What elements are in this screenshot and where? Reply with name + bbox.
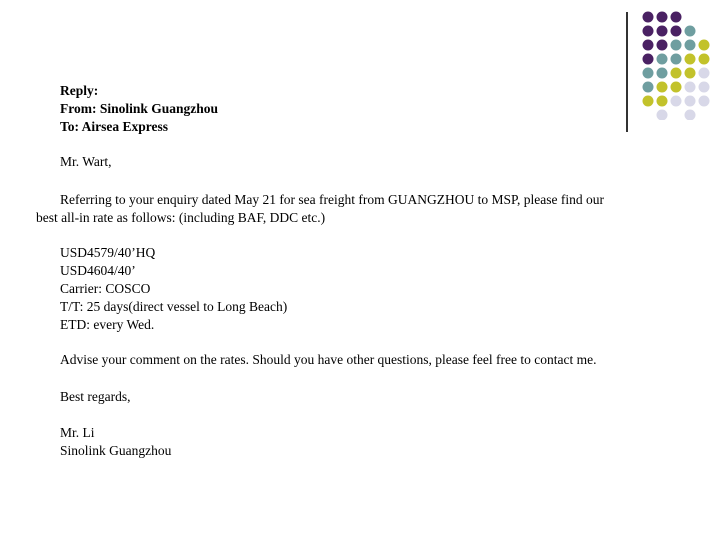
dot [685, 26, 696, 37]
dot [685, 96, 696, 107]
advice-paragraph: Advise your comment on the rates. Should you have other questions, please feel free to contact me. [60, 352, 597, 367]
dot [671, 12, 682, 23]
dot [699, 96, 710, 107]
etd-line: ETD: every Wed. [60, 317, 155, 332]
dot [657, 68, 668, 79]
dot [685, 40, 696, 51]
dot [643, 68, 654, 79]
dot [671, 26, 682, 37]
dot [643, 26, 654, 37]
dot [643, 40, 654, 51]
dot [643, 82, 654, 93]
signature-name: Mr. Li [60, 425, 95, 440]
carrier-line: Carrier: COSCO [60, 281, 151, 296]
dot [685, 54, 696, 65]
dot [643, 96, 654, 107]
dot [671, 68, 682, 79]
dot [643, 54, 654, 65]
from-line: From: Sinolink Guangzhou [60, 101, 219, 116]
dot [699, 54, 710, 65]
decorative-dot-grid [640, 10, 720, 120]
dot [699, 82, 710, 93]
enquiry-paragraph-line-2: best all-in rate as follows: (including BAF, DDC etc.) [36, 210, 326, 225]
reply-label: Reply: [60, 83, 99, 98]
dot [671, 40, 682, 51]
closing: Best regards, [60, 389, 131, 404]
dot [657, 96, 668, 107]
dot [657, 12, 668, 23]
dot [671, 54, 682, 65]
dot [685, 82, 696, 93]
salutation: Mr. Wart, [60, 154, 112, 169]
enquiry-paragraph-line-1: Referring to your enquiry dated May 21 for sea freight from GUANGZHOU to MSP, please find our [60, 192, 605, 207]
dot [685, 68, 696, 79]
dot [671, 82, 682, 93]
dot [699, 68, 710, 79]
dot [657, 40, 668, 51]
rate-hq: USD4579/40’HQ [60, 245, 156, 260]
dot [657, 82, 668, 93]
signature-company: Sinolink Guangzhou [60, 443, 172, 458]
dot [671, 96, 682, 107]
rate-40: USD4604/40’ [60, 263, 136, 278]
dot [685, 110, 696, 121]
dot [699, 40, 710, 51]
divider-line [626, 12, 628, 132]
dot [643, 12, 654, 23]
dot [657, 110, 668, 121]
to-line: To: Airsea Express [60, 119, 169, 134]
dot [657, 54, 668, 65]
dot [657, 26, 668, 37]
transit-time-line: T/T: 25 days(direct vessel to Long Beach) [60, 299, 288, 314]
